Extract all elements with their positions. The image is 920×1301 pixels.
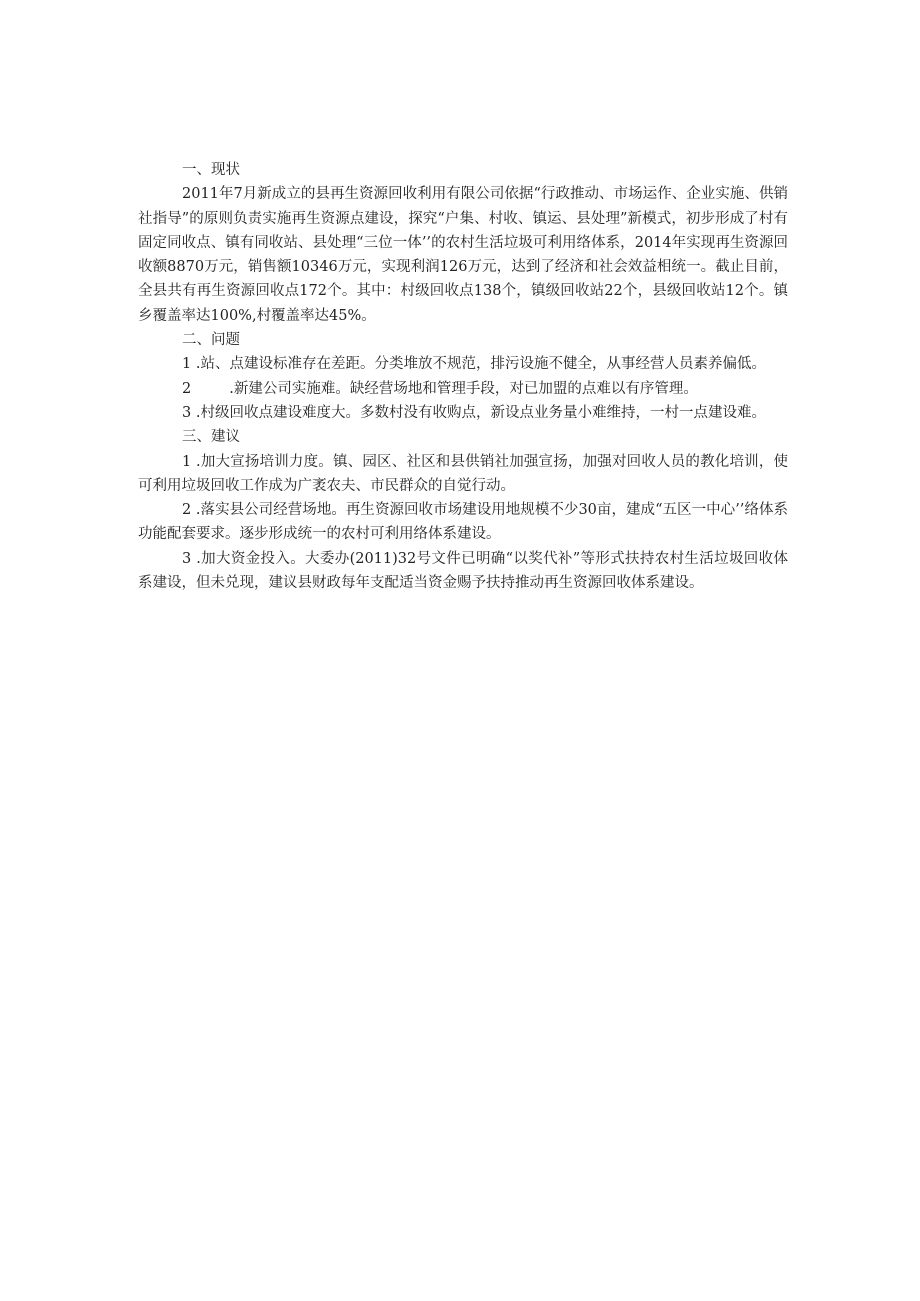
item-number: 2 xyxy=(182,502,192,519)
suggestion-item-2 xyxy=(138,498,788,547)
item-text: .村级回收点建设难度大。多数村没有收购点，新设点业务量小难维持，一村一点建设难。 xyxy=(195,404,766,421)
item-text: .新建公司实施难。缺经营场地和管理手段，对已加盟的点难以有序管理。 xyxy=(229,380,698,397)
item-text: .站、点建设标准存在差距。分类堆放不规范，排污设施不健全，从事经营人员素养偏低。 xyxy=(195,356,766,373)
section-heading-problems: 二、问题 xyxy=(182,332,240,349)
problem-item-1 xyxy=(138,352,788,376)
problem-item-2 xyxy=(138,377,788,401)
item-number: 2 xyxy=(182,380,192,397)
item-number: 3 xyxy=(182,404,192,421)
section-heading-suggestions: 三、建议 xyxy=(182,429,240,446)
item-number: 3 xyxy=(182,550,192,567)
section-heading-status: 一、现状 xyxy=(182,162,240,178)
problem-item-3 xyxy=(138,401,788,425)
item-number: 1 xyxy=(182,453,192,470)
suggestion-item-3 xyxy=(138,547,788,596)
document-body xyxy=(138,158,788,595)
item-text: .加大宣扬培训力度。镇、园区、社区和县供销社加强宣扬，加强对回收人员的教化培训，使可利用垃圾回收工作成为广袤农夫、市民群众的自觉行动。 xyxy=(138,453,788,494)
status-paragraph: 2011年7月新成立的县再生资源回收利用有限公司依据“行政推动、市场运作、企业实施、供销社指导”的原则负责实施再生资源点建设，探究“户集、村收、镇运、县处理”新模式，初步形成了村有固定同收点、镇有同收站、县处理“三位一体’’的农村生活垃圾可利用络体系，2014年实现再生资源回收额8870万元，销售额10346万元，实现利润126万元，达到了经济和社会效益相统一。截止目前，全县共有再生资源回收点172个。其中：村级回收点138个，镇级回收站22个，县级回收站12个。镇乡覆盖率达100%,村覆盖率达45%。 xyxy=(138,186,788,324)
suggestion-item-1 xyxy=(138,450,788,499)
item-number: 1 xyxy=(182,356,192,373)
item-text: .加大资金投入。大委办(2011)32号文件已明确“以奖代补”等形式扶持农村生活垃圾回收体系建设，但未兑现，建议县财政每年支配适当资金赐予扶持推动再生资源回收体系建设。 xyxy=(138,550,788,592)
item-text: .落实县公司经营场地。再生资源回收市场建设用地规模不少30亩，建成“五区一中心’’络体系功能配套要求。逐步形成统一的农村可利用络体系建设。 xyxy=(138,502,789,543)
